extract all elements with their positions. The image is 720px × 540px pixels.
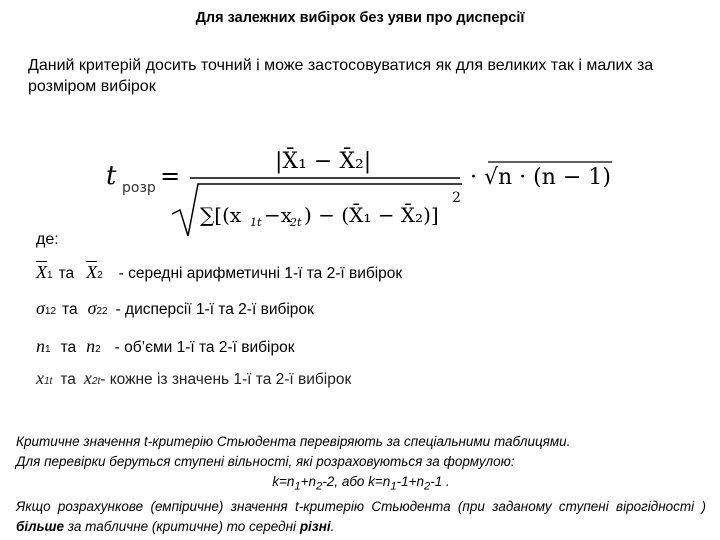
formula-denominator-sum: ∑[(x: [200, 203, 242, 227]
critical-value-note: [16, 432, 706, 537]
definition-variances: σ 1 2 та σ 2 2 - дисперсії 1-ї та 2-ї вибірок: [36, 298, 314, 318]
formula-denominator-rest: ) − (X̄₁ − X̄₂)]: [304, 203, 439, 227]
definition-values: x 1t та x 2t - кожне із значень 1-ї та 2-ї вибірок: [36, 368, 352, 388]
critical-line-1: Критичне значення t-критерію Стьюдента перевіряють за спеціальними таблицями.: [16, 434, 571, 449]
critical-line-2: Для перевірки беруться ступені вільності, які розраховуються за формулою:: [16, 454, 515, 469]
formula-sub-1t: 1t: [250, 216, 262, 229]
definition-means: $\overline{X}$ 1 та $\overline{X}$ 2 - середні арифметичні 1-ї та 2-ї вибірок: [36, 262, 403, 282]
formula-lhs-sub: розр: [122, 180, 156, 196]
svg-text:−x: −x: [264, 203, 293, 227]
formula-exponent: 2: [452, 190, 461, 206]
formula-multiplier: · √n · (n − 1): [470, 165, 611, 190]
formula-equals: =: [160, 162, 181, 190]
intro-text: Даний критерій досить точний і може застосовуватися як для великих так і малих за розміром вибірок: [28, 57, 654, 95]
slide-title: Для залежних вибірок без уяви про дисперсії: [195, 10, 525, 26]
where-label: де:: [36, 231, 59, 248]
degrees-of-freedom-formula: $k=n_1+n_2-2$, або $k=n_1-1+n_2-1$ .: [272, 474, 450, 493]
definition-sizes: n 1 та n 2 - об’єми 1-ї та 2-ї вибірок: [36, 336, 295, 356]
formula-numerator: |X̄₁ − X̄₂|: [275, 149, 372, 174]
formula-lhs: t: [106, 161, 117, 191]
formula-sub-2t: 2t: [290, 216, 302, 229]
critical-conclusion: Якщо розрахункове (емпіричне) значення t-критерію Стьюдента (при заданому ступені вірогідності ) більше за табличне (критичне) то середні різні.: [16, 498, 706, 534]
t-statistic-formula: [100, 140, 620, 240]
